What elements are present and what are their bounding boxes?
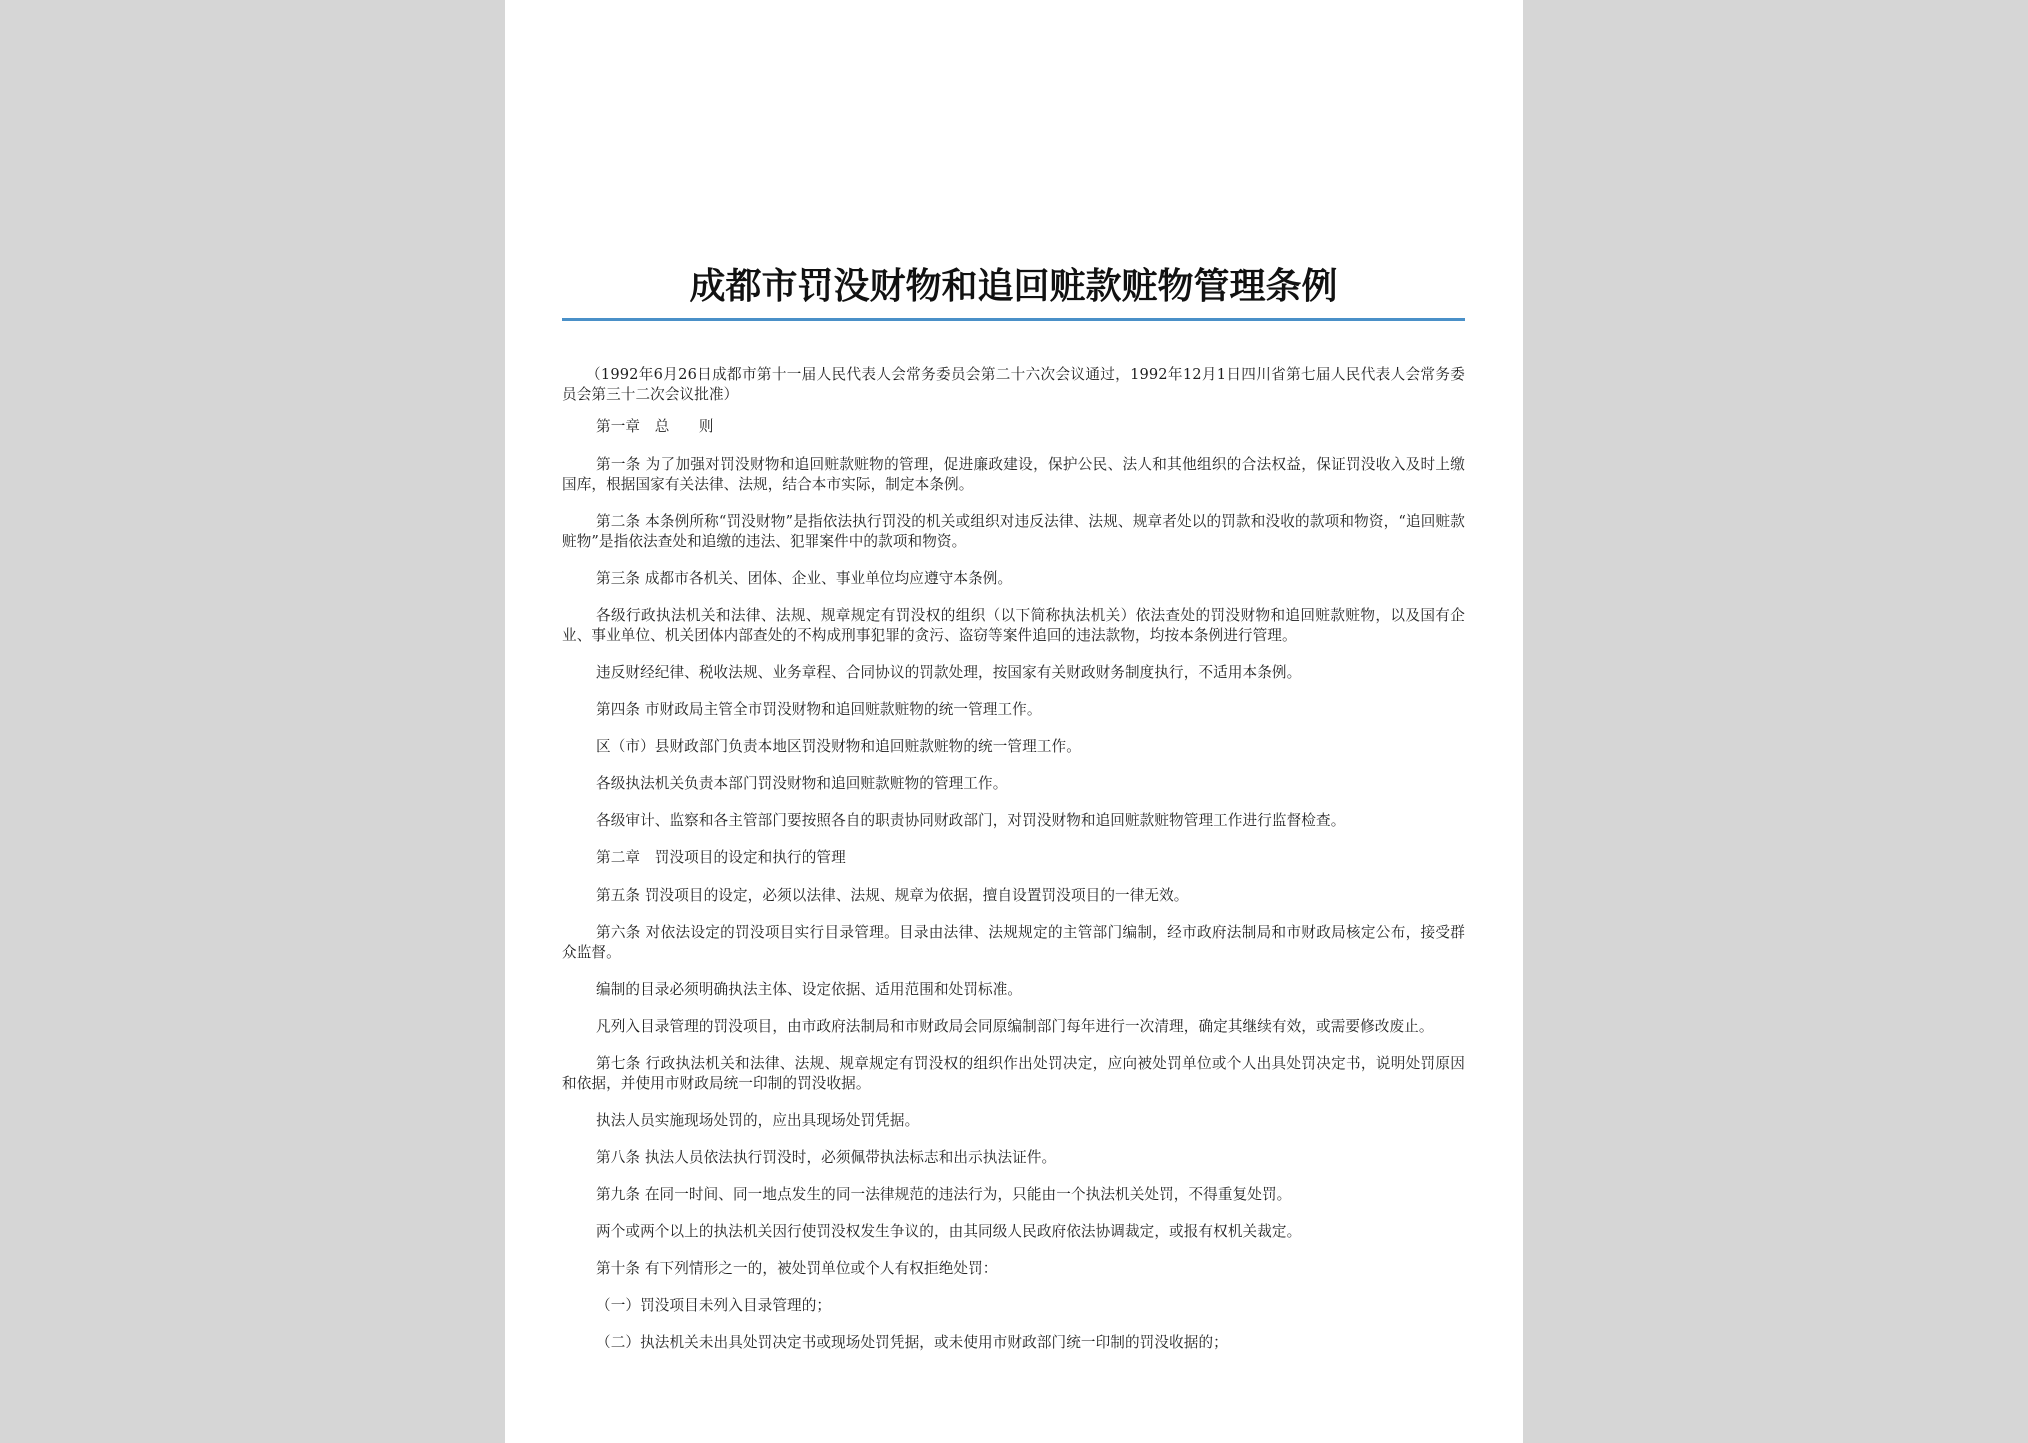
list-item: （一）罚没项目未列入目录管理的； bbox=[596, 1297, 832, 1314]
list-item: （二）执法机关未出具处罚决定书或现场处罚凭据，或未使用市财政部门统一印制的罚没收据的； bbox=[596, 1334, 1228, 1351]
document-body bbox=[562, 365, 1465, 1353]
chapter-heading: 第二章 罚没项目的设定和执行的管理 bbox=[596, 849, 846, 866]
article-paragraph: 编制的目录必须明确执法主体、设定依据、适用范围和处罚标准。 bbox=[596, 981, 1023, 998]
article-paragraph: 第九条 在同一时间、同一地点发生的同一法律规范的违法行为，只能由一个执法机关处罚，不得重复处罚。 bbox=[596, 1186, 1292, 1203]
document-page bbox=[505, 0, 1523, 1443]
article-paragraph: 第十条 有下列情形之一的，被处罚单位或个人有权拒绝处罚： bbox=[596, 1260, 998, 1277]
article-paragraph: 第三条 成都市各机关、团体、企业、事业单位均应遵守本条例。 bbox=[596, 570, 1013, 587]
article-paragraph: 两个或两个以上的执法机关因行使罚没权发生争议的，由其同级人民政府依法协调裁定，或报有权机关裁定。 bbox=[596, 1223, 1302, 1240]
article-paragraph: 第一条 为了加强对罚没财物和追回赃款赃物的管理，促进廉政建设，保护公民、法人和其他组织的合法权益，保证罚没收入及时上缴国库，根据国家有关法律、法规，结合本市实际，制定本条例。 bbox=[562, 456, 1465, 493]
chapter-heading: 第一章 总 则 bbox=[596, 418, 714, 435]
article-paragraph: 第五条 罚没项目的设定，必须以法律、法规、规章为依据，擅自设置罚没项目的一律无效。 bbox=[596, 887, 1189, 904]
article-paragraph: 各级执法机关负责本部门罚没财物和追回赃款赃物的管理工作。 bbox=[596, 775, 1008, 792]
article-paragraph: 凡列入目录管理的罚没项目，由市政府法制局和市财政局会同原编制部门每年进行一次清理，确定其继续有效，或需要修改废止。 bbox=[596, 1018, 1434, 1035]
article-paragraph: 违反财经纪律、税收法规、业务章程、合同协议的罚款处理，按国家有关财政财务制度执行，不适用本条例。 bbox=[596, 664, 1302, 681]
article-paragraph: 各级行政执法机关和法律、法规、规章规定有罚没权的组织（以下简称执法机关）依法查处的罚没财物和追回赃款赃物，以及国有企业、事业单位、机关团体内部查处的不构成刑事犯罪的贪污、盗窃等案件追回的违法款物，均按本条例进行管理。 bbox=[562, 607, 1465, 644]
article-paragraph: 第四条 市财政局主管全市罚没财物和追回赃款赃物的统一管理工作。 bbox=[596, 701, 1042, 718]
article-paragraph: 第六条 对依法设定的罚没项目实行目录管理。目录由法律、法规规定的主管部门编制，经市政府法制局和市财政局核定公布，接受群众监督。 bbox=[562, 924, 1465, 961]
document-title: 成都市罚没财物和追回赃款赃物管理条例 bbox=[689, 266, 1338, 307]
article-paragraph: 第八条 执法人员依法执行罚没时，必须佩带执法标志和出示执法证件。 bbox=[596, 1149, 1057, 1166]
article-paragraph: 第二条 本条例所称“罚没财物”是指依法执行罚没的机关或组织对违反法律、法规、规章者处以的罚款和没收的款项和物资，“追回赃款赃物”是指依法查处和追缴的违法、犯罪案件中的款项和物资。 bbox=[562, 513, 1465, 550]
article-paragraph: 区（市）县财政部门负责本地区罚没财物和追回赃款赃物的统一管理工作。 bbox=[596, 738, 1081, 755]
article-paragraph: 各级审计、监察和各主管部门要按照各自的职责协同财政部门，对罚没财物和追回赃款赃物管理工作进行监督检查。 bbox=[596, 812, 1346, 829]
adoption-note: （1992年6月26日成都市第十一届人民代表人会常务委员会第二十六次会议通过，1992年12月1日四川省第七届人民代表人会常务委员会第三十二次会议批准） bbox=[562, 366, 1465, 403]
article-paragraph: 执法人员实施现场处罚的，应出具现场处罚凭据。 bbox=[596, 1112, 920, 1129]
title-divider bbox=[562, 318, 1465, 321]
article-paragraph: 第七条 行政执法机关和法律、法规、规章规定有罚没权的组织作出处罚决定，应向被处罚单位或个人出具处罚决定书，说明处罚原因和依据，并使用市财政局统一印制的罚没收据。 bbox=[562, 1055, 1465, 1092]
